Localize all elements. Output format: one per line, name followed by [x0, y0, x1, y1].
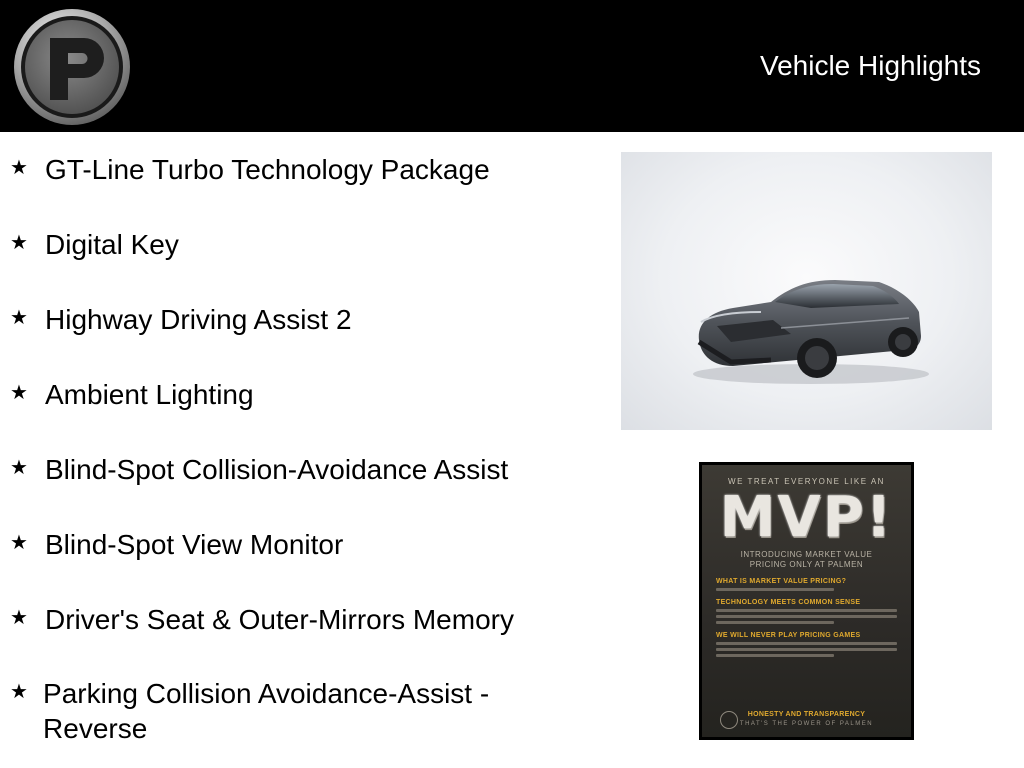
- poster-text-line: [716, 654, 834, 657]
- poster-section-heading: TECHNOLOGY MEETS COMMON SENSE: [716, 599, 861, 606]
- palmen-logo-icon: [10, 8, 134, 126]
- star-bullet-icon: ★: [10, 681, 28, 703]
- poster-headline: MVP!: [719, 485, 894, 550]
- poster-text-line: [716, 609, 897, 612]
- page-title: Vehicle Highlights: [759, 50, 981, 81]
- star-bullet-icon: ★: [10, 457, 28, 479]
- poster-section-heading: WHAT IS MARKET VALUE PRICING?: [716, 578, 847, 585]
- list-item: [10, 676, 570, 746]
- poster-text-line: [716, 621, 834, 624]
- list-item: [10, 302, 570, 337]
- list-item: [10, 452, 570, 487]
- list-item: [10, 227, 570, 262]
- palmen-seal-icon: [720, 711, 738, 729]
- feature-label: Blind-Spot Collision-Avoidance Assist: [45, 454, 509, 485]
- list-item: [10, 152, 570, 187]
- star-bullet-icon: ★: [10, 607, 28, 629]
- vehicle-photo: [621, 152, 992, 430]
- poster-content: [702, 465, 911, 737]
- list-item: [10, 527, 570, 562]
- poster-section: [702, 632, 911, 657]
- list-item: [10, 602, 570, 637]
- poster-intro: INTRODUCING MARKET VALUE PRICING ONLY AT PALMEN: [740, 550, 873, 569]
- poster-tagline: WE TREAT EVERYONE LIKE AN: [728, 477, 885, 486]
- sedan-car-icon: [621, 152, 992, 430]
- poster-text-line: [716, 588, 834, 591]
- star-bullet-icon: ★: [10, 307, 28, 329]
- feature-label: Parking Collision Avoidance-Assist - Reverse: [43, 678, 490, 744]
- poster-section-heading: WE WILL NEVER PLAY PRICING GAMES: [716, 632, 861, 639]
- star-bullet-icon: ★: [10, 382, 28, 404]
- mvp-pricing-poster: [699, 462, 914, 740]
- star-bullet-icon: ★: [10, 532, 28, 554]
- list-item: [10, 377, 570, 412]
- header-bar: [0, 0, 1024, 132]
- star-bullet-icon: ★: [10, 232, 28, 254]
- feature-label: Digital Key: [45, 229, 179, 260]
- feature-label: Highway Driving Assist 2: [45, 304, 352, 335]
- poster-section: [702, 578, 911, 591]
- feature-label: Ambient Lighting: [45, 379, 254, 410]
- feature-label: Blind-Spot View Monitor: [45, 529, 344, 560]
- poster-section: [702, 599, 911, 624]
- poster-footer-sub: THAT'S THE POWER OF PALMEN: [739, 721, 874, 727]
- feature-label: GT-Line Turbo Technology Package: [45, 154, 490, 185]
- poster-text-line: [716, 615, 897, 618]
- star-bullet-icon: ★: [10, 157, 28, 179]
- poster-text-line: [716, 642, 897, 645]
- feature-label: Driver's Seat & Outer-Mirrors Memory: [45, 604, 514, 635]
- poster-text-line: [716, 648, 897, 651]
- poster-footer-heading: HONESTY AND TRANSPARENCY: [747, 711, 866, 718]
